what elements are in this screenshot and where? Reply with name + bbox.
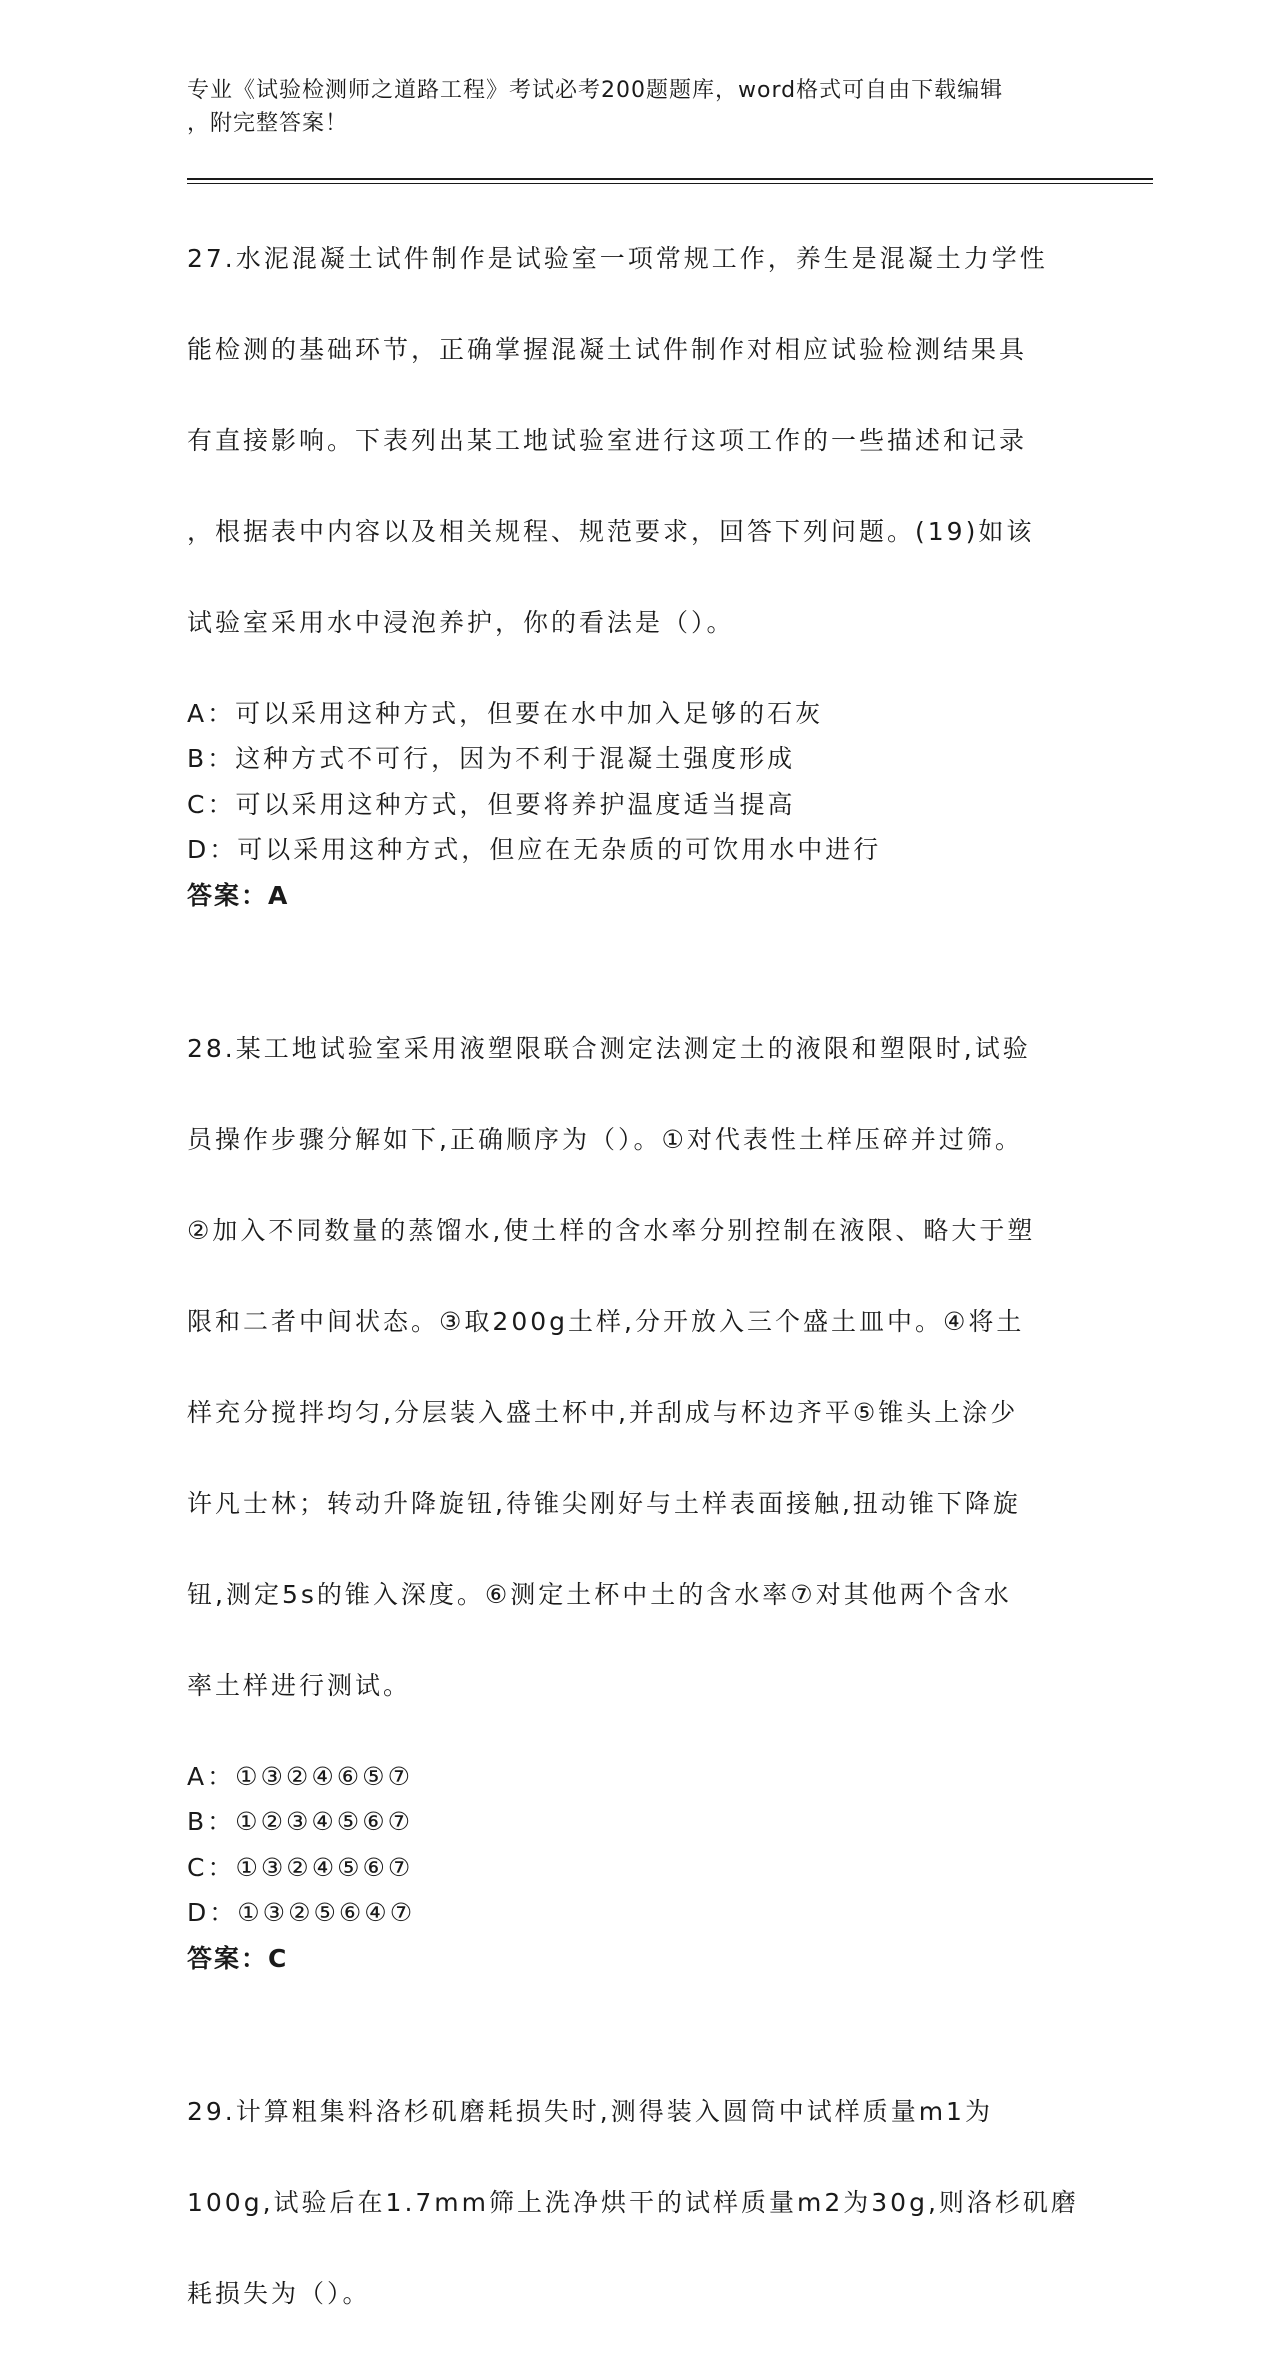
stem-line: 有直接影响。下表列出某工地试验室进行这项工作的一些描述和记录 (187, 425, 1028, 455)
option-d: D：可以采用这种方式，但应在无杂质的可饮用水中进行 (187, 835, 882, 864)
stem-line: 28.某工地试验室采用液塑限联合测定法测定土的液限和塑限时,试验 (187, 1033, 1031, 1063)
question-stem (187, 980, 1087, 1754)
stem-line: 许凡士林；转动升降旋钮,待锥尖刚好与土样表面接触,扭动锥下降旋 (187, 1488, 1021, 1518)
stem-line: 限和二者中间状态。③取200g土样,分开放入三个盛土皿中。④将土 (187, 1306, 1025, 1336)
header-divider-thin (187, 183, 1153, 184)
answer-label: 答案：A (187, 880, 290, 910)
question-27 (187, 190, 1087, 918)
stem-line: ②加入不同数量的蒸馏水,使土样的含水率分别控制在液限、略大于塑 (187, 1215, 1036, 1245)
question-stem (187, 2043, 1087, 2362)
stem-line: 样充分搅拌均匀,分层装入盛土杯中,并刮成与杯边齐平⑤锥头上涂少 (187, 1397, 1019, 1427)
option-a: A：①③②④⑥⑤⑦ (187, 1761, 413, 1791)
question-spacer (187, 1981, 1087, 2043)
stem-line: 员操作步骤分解如下,正确顺序为（）。①对代表性土样压碎并过筛。 (187, 1124, 1023, 1154)
question-spacer (187, 918, 1087, 980)
option-b: B：这种方式不可行，因为不利于混凝土强度形成 (187, 744, 796, 773)
stem-line: 27.水泥混凝土试件制作是试验室一项常规工作，养生是混凝土力学性 (187, 243, 1048, 273)
stem-line: ，根据表中内容以及相关规程、规范要求，回答下列问题。(19)如该 (187, 516, 1035, 546)
header-divider (187, 178, 1153, 180)
question-28 (187, 980, 1087, 1981)
stem-line: 100g,试验后在1.7mm筛上洗净烘干的试样质量m2为30g,则洛杉矶磨 (187, 2187, 1079, 2217)
question-stem (187, 190, 1087, 691)
stem-line: 耗损失为（）。 (187, 2278, 371, 2308)
stem-line: 试验室采用水中浸泡养护，你的看法是（）。 (187, 607, 735, 637)
option-c: C：①③②④⑤⑥⑦ (187, 1852, 414, 1882)
option-c: C：可以采用这种方式，但要将养护温度适当提高 (187, 789, 796, 819)
stem-line: 能检测的基础环节，正确掌握混凝土试件制作对相应试验检测结果具 (187, 334, 1028, 364)
stem-line: 钮,测定5s的锥入深度。⑥测定土杯中土的含水率⑦对其他两个含水 (187, 1579, 1012, 1609)
stem-line: 29.计算粗集料洛杉矶磨耗损失时,测得装入圆筒中试样质量m1为 (187, 2096, 993, 2126)
header-line: ，附完整答案！ (187, 111, 349, 136)
option-d: D：①③②⑤⑥④⑦ (187, 1898, 416, 1927)
stem-line: 率土样进行测试。 (187, 1670, 412, 1700)
option-b: B：①②③④⑤⑥⑦ (187, 1807, 414, 1836)
question-list (187, 190, 1087, 2362)
answer-label: 答案：C (187, 1943, 289, 1973)
option-a: A：可以采用这种方式，但要在水中加入足够的石灰 (187, 698, 824, 728)
header-line: 专业《试验检测师之道路工程》考试必考200题题库，word格式可自由下载编辑 (187, 78, 1004, 103)
question-29 (187, 2043, 1087, 2362)
page-header (187, 74, 1077, 140)
